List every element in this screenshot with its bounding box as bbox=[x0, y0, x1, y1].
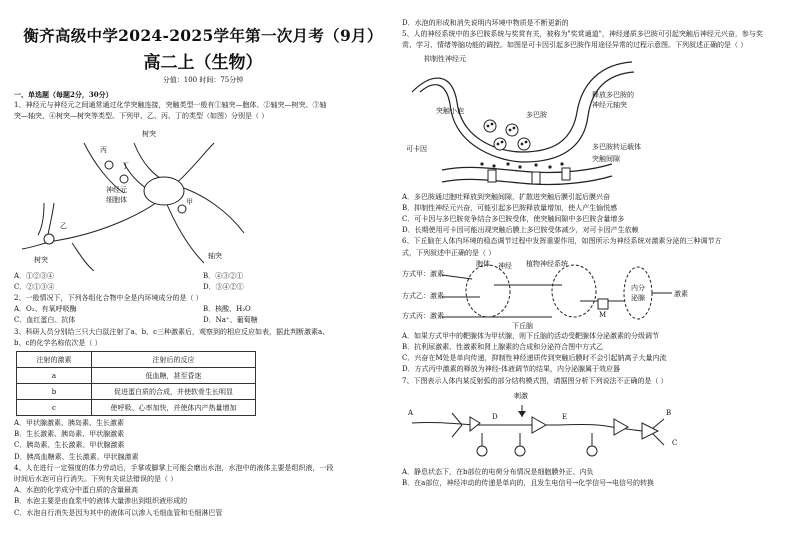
q7-stem: 7、下图表示人体内某反射弧的部分结构模式图，请据图分析下列说法不正确的是（ ） bbox=[402, 376, 668, 385]
left-column bbox=[14, 0, 392, 519]
label-dopamine: 多巴胺 bbox=[526, 110, 547, 119]
q7-reflex-figure bbox=[402, 387, 784, 467]
label-dendrite-bottom: 树突 bbox=[34, 255, 48, 264]
label-axon: 轴突 bbox=[208, 251, 222, 260]
q3-stem-line2: b、c的化学名称依次是（ ） bbox=[14, 338, 102, 347]
label-e: E bbox=[562, 412, 568, 421]
label-m: M bbox=[599, 310, 607, 319]
label-autonomic: 植物神经系统 bbox=[526, 259, 568, 268]
table-cell: a bbox=[17, 368, 92, 384]
label-cell-body-2: 细胞体 bbox=[106, 195, 127, 204]
q4-stem-line2: 时间后水泡可自行消失。下列有关说法错误的是（ ） bbox=[14, 475, 178, 484]
label-way-c: 方式丙：激素 bbox=[402, 311, 444, 320]
q1-neuron-figure bbox=[14, 123, 392, 271]
q7-option-a[interactable]: A．静息状态下，在b部位的电荷分布情况是细胞膜外正、内负 bbox=[402, 467, 594, 476]
label-cell-body-1: 神经元 bbox=[106, 185, 127, 194]
table-row bbox=[17, 400, 256, 416]
section-heading: 一、单选题（每题2分，30分） bbox=[14, 90, 113, 99]
q3-table bbox=[16, 351, 256, 416]
neuron-diagram bbox=[14, 123, 254, 271]
label-gland-2: 泌腺 bbox=[631, 293, 645, 302]
label-nerve: 神经 bbox=[498, 261, 512, 270]
label-synaptic-cleft: 突触间隙 bbox=[592, 154, 620, 163]
label-release-line2: 神经元轴突 bbox=[592, 100, 627, 109]
q2-option-a[interactable]: A．O₂、有氧呼吸酶 bbox=[14, 305, 77, 314]
label-way-a: 方式甲：激素 bbox=[402, 269, 444, 278]
q6-regulation-figure bbox=[402, 259, 784, 331]
q4-stem-line1: 4、人在进行一定强度的体力劳动后，手掌或脚掌上可能会磨出水泡，水泡中的液体主要是组织液，一段 bbox=[14, 463, 334, 472]
q5-stem-line1: 5、人的神经系统中的多巴胺系统与奖赏有关，被称为"奖赏通道"，神经递质多巴胺可引起突触后神经元兴奋，参与奖 bbox=[402, 30, 763, 39]
table-cell: 使呼吸、心率加快，并使体内产热量增加 bbox=[92, 400, 256, 416]
label-bing: 丙 bbox=[100, 145, 107, 154]
q2-option-c[interactable]: C．血红蛋白、抗体 bbox=[14, 316, 76, 325]
q1-options bbox=[14, 271, 392, 293]
q5-option-b[interactable]: B．抑制性神经元兴奋，可能引起多巴胺释放量增加，使人产生愉悦感 bbox=[402, 203, 618, 212]
q1-option-b[interactable]: B．④③②① bbox=[203, 271, 244, 280]
label-cocaine: 可卡因 bbox=[406, 144, 427, 153]
q2-option-d[interactable]: D．Na⁺、葡萄糖 bbox=[203, 316, 258, 325]
page-title: 衡齐高级中学2024-2025学年第一次月考（9月） bbox=[23, 26, 383, 45]
table-cell: c bbox=[17, 400, 92, 416]
q2-stem: 2、一般情况下，下列各组化合物中全是内环境成分的是（ ） bbox=[14, 294, 203, 303]
label-yi: 乙 bbox=[60, 221, 67, 230]
q3-option-b[interactable]: B．生长激素、胰岛素、甲状腺激素 bbox=[14, 430, 125, 439]
exam-meta: 分值：100 时间：75分钟 bbox=[162, 76, 244, 84]
label-vesicle: 突触小泡 bbox=[436, 106, 464, 115]
q5-stem-line2: 赏、学习、情绪等脑功能的调控。如图是可卡因引起多巴胺作用途径异常的过程示意图。下列叙述正确的是（ ） bbox=[402, 41, 748, 50]
page-subtitle: 高二上（生物） bbox=[143, 53, 263, 73]
label-inhibitory-neuron: 抑制性神经元 bbox=[424, 54, 466, 63]
table-header: 注射的激素 bbox=[17, 352, 92, 368]
q1-option-d[interactable]: D．③④②① bbox=[203, 282, 244, 291]
q6-stem-line2: 式，下列叙述中正确的是（ ） bbox=[402, 248, 496, 257]
q6-option-b[interactable]: B．抗利尿激素、性激素和肾上腺素的合成和分泌符合图中方式乙 bbox=[402, 343, 604, 352]
label-hypothalamus: 下丘脑 bbox=[512, 321, 533, 330]
label-d: D bbox=[492, 412, 498, 421]
table-header: 注射后的反应 bbox=[92, 352, 256, 368]
q6-option-d[interactable]: D．方式丙中激素的释放为神经-体液调节的结果，内分泌腺属于效应器 bbox=[402, 365, 620, 374]
q1-stem-line2: 突—轴突、④树突—树突等类型。下列甲、乙、丙、丁的类型（如图）分别是（ ） bbox=[14, 112, 269, 121]
q3-option-a[interactable]: A．甲状腺激素、胰岛素、生长激素 bbox=[14, 419, 125, 428]
right-column bbox=[402, 18, 784, 489]
table-cell: 促进蛋白质的合成，并使软骨生长明显 bbox=[92, 384, 256, 400]
label-a: A bbox=[408, 408, 414, 417]
label-cell-body: 胞体 bbox=[476, 259, 490, 268]
label-dendrite-top: 树突 bbox=[142, 129, 156, 138]
q3-stem-line1: 3、科研人员分别给三只大白鼠注射了a、b、c三种激素后，观察到的相应反应如表，据此判断激素a、 bbox=[14, 327, 330, 336]
label-transporter: 多巴胺转运载体 bbox=[592, 142, 641, 151]
label-c: C bbox=[672, 438, 678, 447]
label-jia: 甲 bbox=[186, 197, 193, 206]
q4-option-a[interactable]: A．水泡的化学成分中蛋白质的含量最高 bbox=[14, 486, 139, 495]
table-cell: b bbox=[17, 384, 92, 400]
q4-option-c[interactable]: C．水泡自行消失是因为其中的液体可以渗入毛细血管和毛细淋巴管 bbox=[14, 508, 223, 517]
q6-option-a[interactable]: A．如果方式甲中的靶腺体为甲状腺，则下丘脑的活动受靶腺体分泌激素的分级调节 bbox=[402, 331, 660, 340]
q3-option-c[interactable]: C．胰岛素、生长激素、甲状腺激素 bbox=[14, 441, 125, 450]
q4-option-b[interactable]: B．水泡主要是由血浆中的液体大量渗出到组织液形成的 bbox=[14, 497, 188, 506]
table-row bbox=[17, 384, 256, 400]
label-gland-1: 内分 bbox=[631, 283, 645, 292]
q1-stem-line1: 1、神经元与神经元之间通常通过化学突触连接，突触类型一般有①轴突—胞体、②轴突—树突、③轴 bbox=[14, 101, 327, 110]
q7-option-b[interactable]: B．在a部位，神经冲动的传递是单向的，且发生电信号→化学信号→电信号的转换 bbox=[402, 479, 655, 488]
reflex-arc-diagram bbox=[402, 387, 702, 467]
label-stimulus: 刺激 bbox=[514, 391, 528, 400]
label-ding: 丁 bbox=[122, 161, 129, 170]
q3-option-d[interactable]: D．胰高血糖素、生长激素、甲状腺激素 bbox=[14, 452, 139, 461]
regulation-diagram bbox=[402, 259, 702, 331]
synapse-diagram bbox=[402, 52, 702, 192]
q5-option-a[interactable]: A．多巴胺通过胞吐释放到突触间隙，扩散进突触后膜引起后膜兴奋 bbox=[402, 192, 611, 201]
q6-option-c[interactable]: C．兴奋在M处是单向传递，抑制性神经递质传到突触后膜时不会引起钠离子大量内流 bbox=[402, 354, 667, 363]
table-header-row bbox=[17, 352, 256, 368]
q5-option-c[interactable]: C．可卡因与多巴胺竞争结合多巴胺受体，使突触间隙中多巴胺含量增多 bbox=[402, 215, 625, 224]
table-cell: 低血糖，甚至昏迷 bbox=[92, 368, 256, 384]
q6-stem-line1: 6、下丘脑在人体内环境的稳态调节过程中发挥重要作用，如图所示为神经系统对激素分泌的三种调节方 bbox=[402, 237, 722, 246]
table-row bbox=[17, 368, 256, 384]
label-way-b: 方式乙：激素 bbox=[402, 291, 444, 300]
label-hormone: 激素 bbox=[674, 289, 688, 298]
q4-option-d[interactable]: D．水泡的形成和消失说明内环境中物质是不断更新的 bbox=[402, 19, 569, 27]
q2-options bbox=[14, 304, 392, 326]
label-release-line1: 释放多巴胺的 bbox=[592, 90, 634, 99]
q1-option-a[interactable]: A．①②③④ bbox=[14, 271, 55, 280]
q5-option-d[interactable]: D．长期使用可卡因可能出现突触后膜上多巴胺受体减少，对可卡因产生依赖 bbox=[402, 226, 639, 235]
q5-synapse-figure bbox=[402, 52, 784, 192]
q1-option-c[interactable]: C．②①③④ bbox=[14, 282, 55, 291]
label-b: B bbox=[666, 408, 672, 417]
q2-option-b[interactable]: B．核酸、H₂O bbox=[203, 305, 251, 314]
